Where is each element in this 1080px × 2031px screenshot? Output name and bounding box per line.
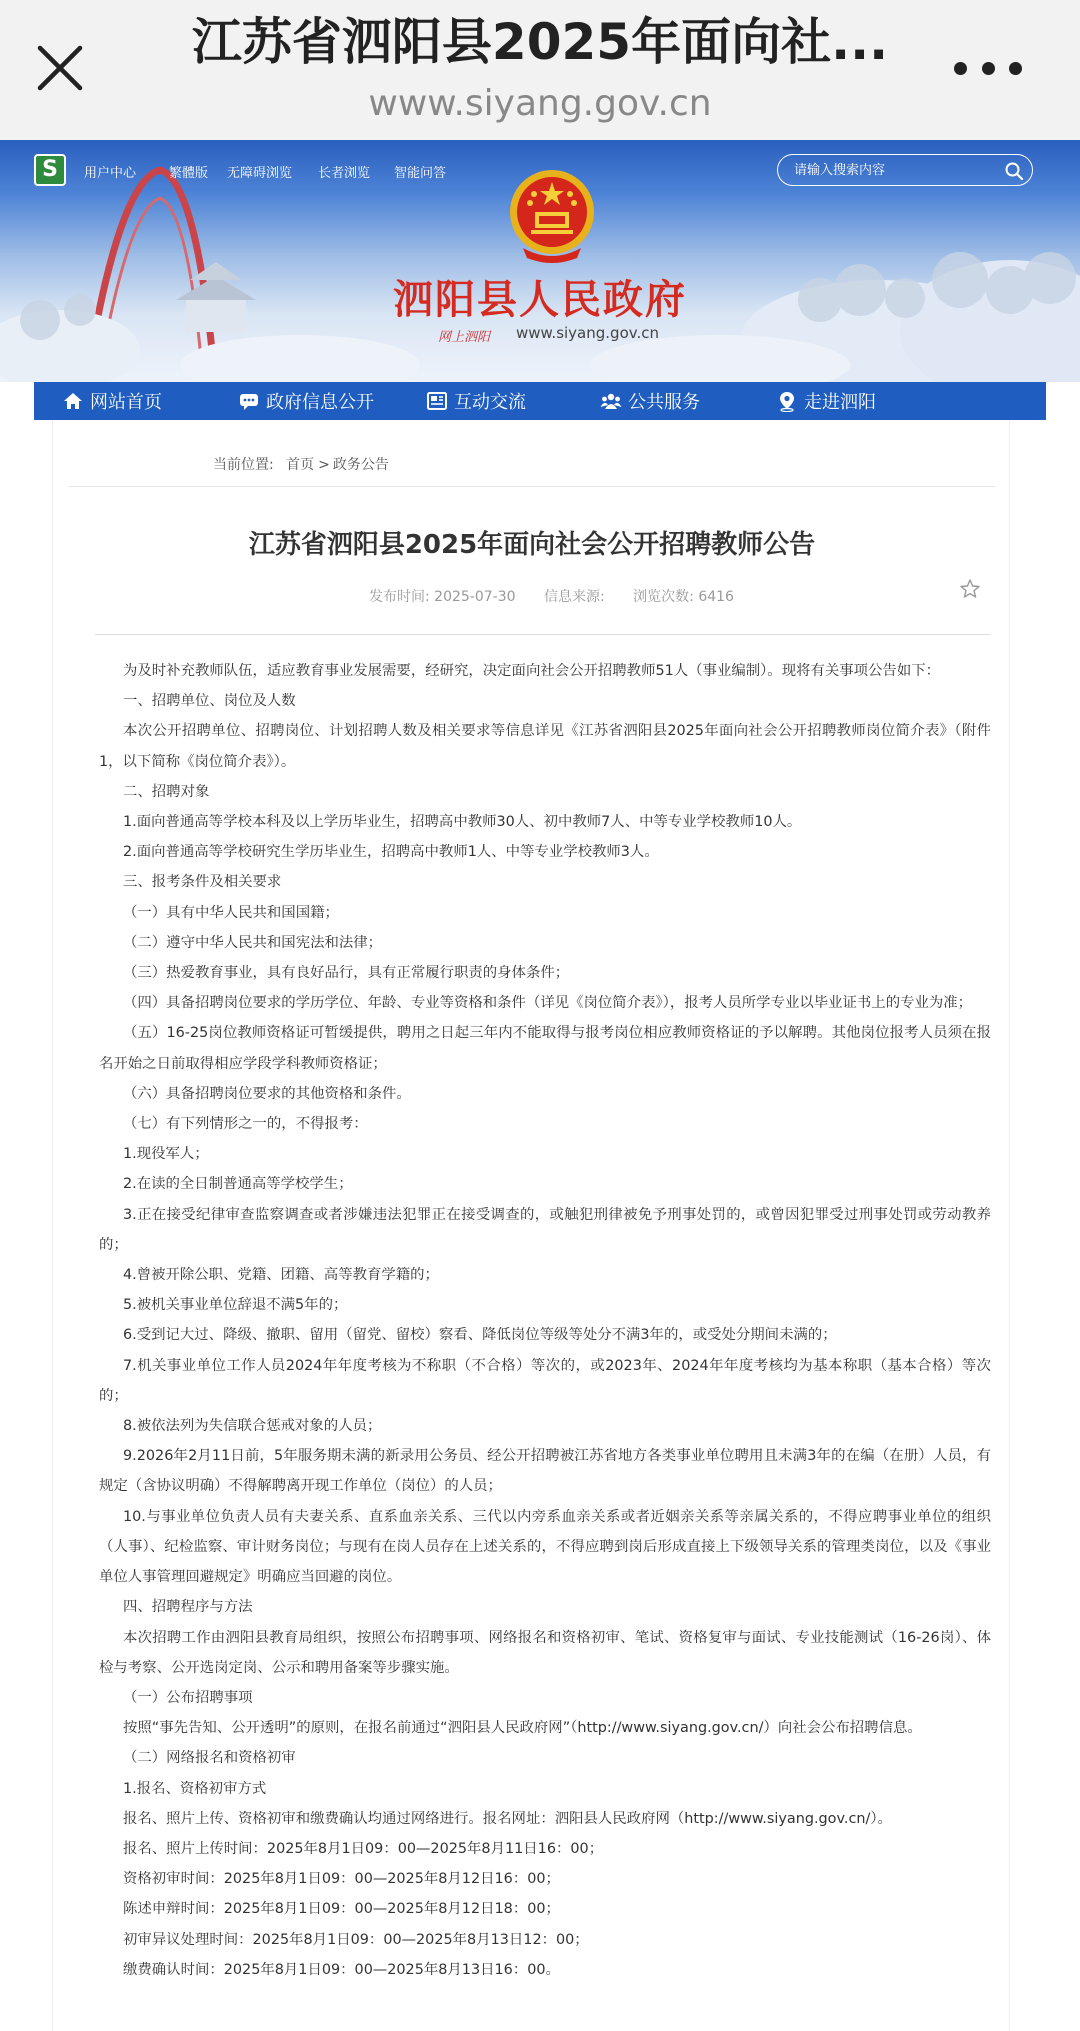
breadcrumb-prefix: 当前位置:: [213, 457, 274, 473]
paragraph: 2.面向普通高等学校研究生学历毕业生，招聘高中教师1人、中等专业学校教师3人。: [123, 844, 659, 861]
nav-item-label: 互动交流: [454, 392, 526, 413]
nav-item-label: 走进泗阳: [804, 392, 876, 413]
article-title: 江苏省泗阳县2025年面向社会公开招聘教师公告: [248, 530, 816, 560]
nav-item-about-siyang[interactable]: [776, 382, 876, 420]
paragraph: 初审异议处理时间：2025年8月1日09：00—2025年8月13日12：00；: [123, 1931, 589, 1948]
user-center-link[interactable]: 用户中心: [84, 166, 137, 181]
breadcrumb-separator: >: [318, 457, 330, 473]
breadcrumb-current[interactable]: 政务公告: [332, 457, 389, 473]
paragraph: 9.2026年2月11日前，5年服务期未满的新录用公务员、经公开招聘被江苏省地方各类事业单位聘用且未满3年的在编（在册）人员，有规定（含协议明确）不得解聘离开现工作单位（岗位）的人员；: [99, 1448, 991, 1495]
paragraph: （六）具备招聘岗位要求的其他资格和条件。: [123, 1085, 411, 1102]
site-logo[interactable]: S: [34, 154, 66, 186]
browser-page-title: 江苏省泗阳县2025年面向社...: [191, 13, 889, 71]
site-url-text: www.siyang.gov.cn: [516, 324, 659, 342]
nav-item-interaction[interactable]: [426, 382, 526, 420]
nav-item-home[interactable]: [62, 382, 162, 420]
close-icon[interactable]: [30, 38, 90, 98]
article-body: [99, 656, 991, 1985]
government-name: 泗阳县人民政府: [393, 276, 687, 323]
chat-icon: [238, 390, 260, 412]
nav-item-gov-info[interactable]: [238, 382, 374, 420]
view-count: 浏览次数: 6416: [633, 589, 734, 605]
paragraph: （七）有下列情形之一的，不得报考：: [123, 1116, 368, 1133]
people-icon: [600, 390, 622, 412]
breadcrumb-home[interactable]: 首页: [286, 457, 315, 473]
paragraph: 陈述申辩时间：2025年8月1日09：00—2025年8月12日18：00；: [123, 1901, 560, 1918]
nav-item-label: 网站首页: [90, 392, 162, 413]
paragraph: （一）公布招聘事项: [123, 1689, 253, 1706]
paragraph: 按照“事先告知、公开透明”的原则，在报名前通过“泗阳县人民政府网”（http://www.siyang.gov.cn/）向社会公布招聘信息。: [123, 1720, 922, 1737]
paragraph: 为及时补充教师队伍，适应教育事业发展需要，经研究，决定面向社会公开招聘教师51人（事业编制）。现将有关事项公告如下：: [123, 663, 940, 679]
browser-url[interactable]: www.siyang.gov.cn: [368, 83, 712, 124]
paragraph: （四）具备招聘岗位要求的学历学位、年龄、专业等资格和条件（详见《岗位简介表》），报考人员所学专业以毕业证书上的专业为准；: [123, 995, 973, 1012]
section-heading: 三、报考条件及相关要求: [123, 874, 282, 891]
paragraph: 8.被依法列为失信联合惩戒对象的人员；: [123, 1418, 382, 1435]
paragraph: 4.曾被开除公职、党籍、团籍、高等教育学籍的；: [123, 1267, 439, 1284]
national-emblem-icon: [505, 168, 599, 268]
paragraph: 10.与事业单位负责人员有夫妻关系、直系血亲关系、三代以内旁系血亲关系或者近姻亲关系等亲属关系的，不得应聘事业单位的组织（人事）、纪检监察、审计财务岗位；与现有在岗人员存在上述关系的，不得应聘到岗后形成直接上下级领导关系的管理类岗位，以及《事业单位人事管理回避规定》明确应当回避的岗位。: [99, 1508, 991, 1586]
publish-time: 发布时间: 2025-07-30: [369, 589, 516, 605]
section-heading: 二、招聘对象: [123, 783, 210, 800]
paragraph: 1.面向普通高等学校本科及以上学历毕业生，招聘高中教师30人、初中教师7人、中等专业学校教师10人。: [123, 814, 802, 831]
location-pin-icon: [776, 390, 798, 412]
site-slogan: 网上泗阳: [438, 330, 491, 345]
divider: [95, 634, 991, 635]
paragraph: 1.现役军人；: [123, 1146, 209, 1163]
newspaper-icon: [426, 390, 448, 412]
paragraph: 6.受到记大过、降级、撤职、留用（留党、留校）察看、降低岗位等级等处分不满3年的，或受处分期间未满的；: [123, 1327, 837, 1344]
paragraph: （三）热爱教育事业，具有良好品行，具有正常履行职责的身体条件；: [123, 965, 570, 982]
search-input[interactable]: [794, 160, 994, 180]
browser-toolbar: [0, 0, 1080, 140]
site-banner: [0, 140, 1080, 382]
section-heading: 一、招聘单位、岗位及人数: [123, 693, 296, 710]
more-options-icon[interactable]: [948, 45, 1028, 91]
paragraph: 本次公开招聘单位、招聘岗位、计划招聘人数及相关要求等信息详见《江苏省泗阳县2025年面向社会公开招聘教师岗位简介表》（附件1，以下简称《岗位简介表》）。: [99, 723, 991, 770]
star-favorite-icon[interactable]: [959, 578, 981, 600]
smart-qa-link[interactable]: 智能问答: [394, 166, 447, 181]
paragraph: （五）16-25岗位教师资格证可暂缓提供，聘用之日起三年内不能取得与报考岗位相应教师资格证的予以解聘。其他岗位报考人员须在报名开始之日前取得相应学段学科教师资格证；: [99, 1025, 991, 1072]
article-meta: [369, 586, 758, 606]
paragraph: 1.报名、资格初审方式: [123, 1780, 267, 1797]
paragraph: 缴费确认时间：2025年8月1日09：00—2025年8月13日16：00。: [123, 1961, 560, 1978]
divider: [69, 486, 995, 487]
main-nav: [34, 382, 1046, 420]
traditional-chinese-link[interactable]: 繁體版: [169, 166, 209, 181]
paragraph: 5.被机关事业单位辞退不满5年的；: [123, 1297, 348, 1314]
breadcrumb: [213, 454, 397, 474]
paragraph: 资格初审时间：2025年8月1日09：00—2025年8月12日16：00；: [123, 1871, 560, 1888]
paragraph: 2.在读的全日制普通高等学校学生；: [123, 1176, 353, 1193]
paragraph: 报名、照片上传、资格初审和缴费确认均通过网络进行。报名网址：泗阳县人民政府网（http://www.siyang.gov.cn/）。: [123, 1810, 892, 1827]
paragraph: 本次招聘工作由泗阳县教育局组织，按照公布招聘事项、网络报名和资格初审、笔试、资格复审与面试、专业技能测试（16-26岗）、体检与考察、公开选岗定岗、公示和聘用备案等步骤实施。: [99, 1629, 991, 1676]
section-heading: 四、招聘程序与方法: [123, 1599, 253, 1616]
home-icon: [62, 390, 84, 412]
site-search-box[interactable]: [777, 154, 1033, 186]
paragraph: （一）具有中华人民共和国国籍；: [123, 904, 339, 921]
elderly-mode-link[interactable]: 长者浏览: [318, 166, 371, 181]
paragraph: 报名、照片上传时间：2025年8月1日09：00—2025年8月11日16：00；: [123, 1840, 604, 1857]
paragraph: 3.正在接受纪律审查监察调查或者涉嫌违法犯罪正在接受调查的，或触犯刑律被免予刑事处罚的，或曾因犯罪受过刑事处罚或劳动教养的；: [99, 1206, 991, 1253]
nav-item-public-service[interactable]: [600, 382, 700, 420]
accessibility-link[interactable]: 无障碍浏览: [227, 166, 293, 181]
nav-item-label: 公共服务: [628, 392, 700, 413]
search-icon[interactable]: [1004, 161, 1024, 181]
article-container: [52, 420, 1010, 2031]
paragraph: （二）网络报名和资格初审: [123, 1750, 296, 1767]
paragraph: 7.机关事业单位工作人员2024年年度考核为不称职（不合格）等次的，或2023年、2024年年度考核均为基本称职（基本合格）等次的；: [99, 1357, 991, 1404]
nav-item-label: 政府信息公开: [266, 392, 374, 413]
paragraph: （二）遵守中华人民共和国宪法和法律；: [123, 934, 383, 951]
info-source: 信息来源:: [543, 589, 605, 605]
